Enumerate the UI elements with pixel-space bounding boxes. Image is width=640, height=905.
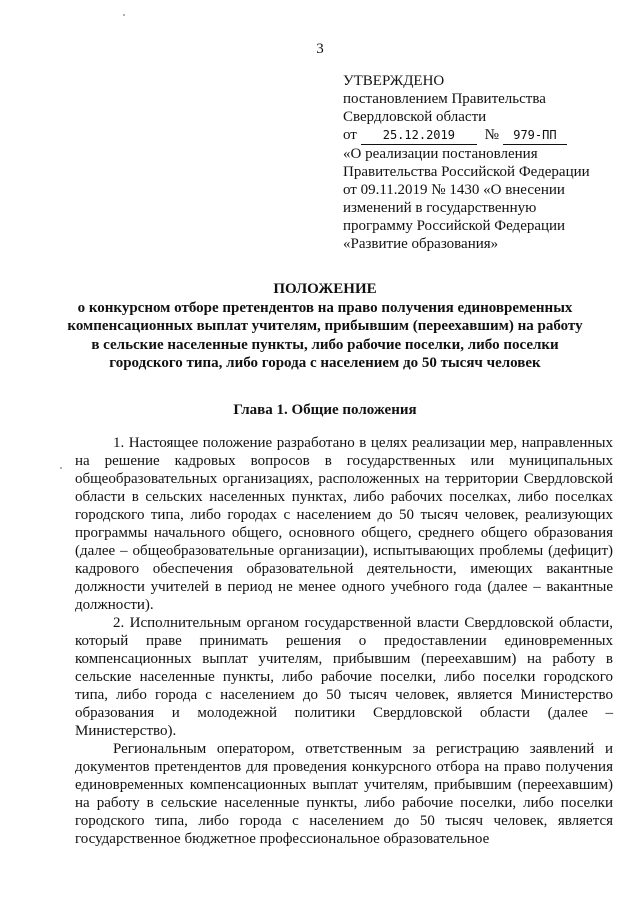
title-line: в сельские населенные пункты, либо рабочие поселки, либо поселки: [91, 336, 559, 353]
approval-line: постановлением Правительства: [343, 91, 546, 107]
approval-line: изменений в государственную: [343, 200, 537, 216]
scan-speck: [60, 467, 62, 469]
page-number: 3: [316, 41, 324, 57]
title-line: о конкурсном отборе претендентов на право получения единовременных: [77, 299, 573, 316]
approval-line: «Развитие образования»: [343, 236, 499, 252]
date-prefix: от: [343, 127, 357, 143]
number-prefix: №: [484, 127, 499, 143]
approval-line: программу Российской Федерации: [343, 218, 566, 234]
document-body: [75, 434, 613, 848]
scan-speck: [123, 14, 125, 16]
approval-number: 979-ПП: [503, 126, 567, 145]
title-line: городского типа, либо города с населением до 50 тысяч человек: [109, 355, 541, 371]
approval-date: 25.12.2019: [361, 126, 477, 145]
title-line: компенсационных выплат учителям, прибывшим (переехавшим) на работу: [67, 318, 583, 334]
paragraph: Региональным оператором, ответственным за регистрацию заявлений и документов претендентов для проведения конкурсного отбора на право получения единовременных компенсационных выплат учителям, прибывшим (переехавшим) на работу в сельские населенные пункты, либо рабочие поселки, либо поселки городского типа, либо города с населением до 50 тысяч человек, является государственное бюджетное профессиональное образовательное: [75, 741, 613, 847]
approval-stamp-block: [343, 72, 613, 253]
approval-line: «О реализации постановления: [343, 146, 538, 162]
paragraph: 2. Исполнительным органом государственной власти Свердловской области, который праве принимать решения о предоставлении единовременных компенсационных выплат учителям, прибывшим (переехавшим) на работу в сельские населенные пункты, либо рабочие поселки, либо поселки городского типа, либо города с населением до 50 тысяч человек, является Министерство образования и молодежной политики Свердловской области (далее – Министерство).: [75, 615, 613, 739]
document-title: [40, 280, 610, 373]
approval-line: от 09.11.2019 № 1430 «О внесении: [343, 182, 565, 198]
approval-date-line: [343, 126, 613, 145]
paragraph: 1. Настоящее положение разработано в целях реализации мер, направленных на решение кадровых вопросов в государственных или муниципальных общеобразовательных организациях, расположенных на территории Свердловской области в сельских населенных пунктах, либо рабочих поселках, либо поселках городского типа, либо городах с населением до 50 тысяч человек, реализующих программы начального общего, основного общего, среднего общего образования (далее – общеобразовательные организации), испытывающих проблемы (дефицит) кадрового обеспечения образовательной деятельности, имеющих вакантные должности учителей в период не менее одного учебного года (далее – вакантные должности).: [75, 435, 613, 613]
chapter-heading: Глава 1. Общие положения: [233, 402, 417, 418]
approval-line: Свердловской области: [343, 109, 487, 125]
approval-heading: УТВЕРЖДЕНО: [343, 73, 445, 89]
approval-line: Правительства Российской Федерации: [343, 164, 590, 180]
title-line: ПОЛОЖЕНИЕ: [273, 281, 377, 297]
